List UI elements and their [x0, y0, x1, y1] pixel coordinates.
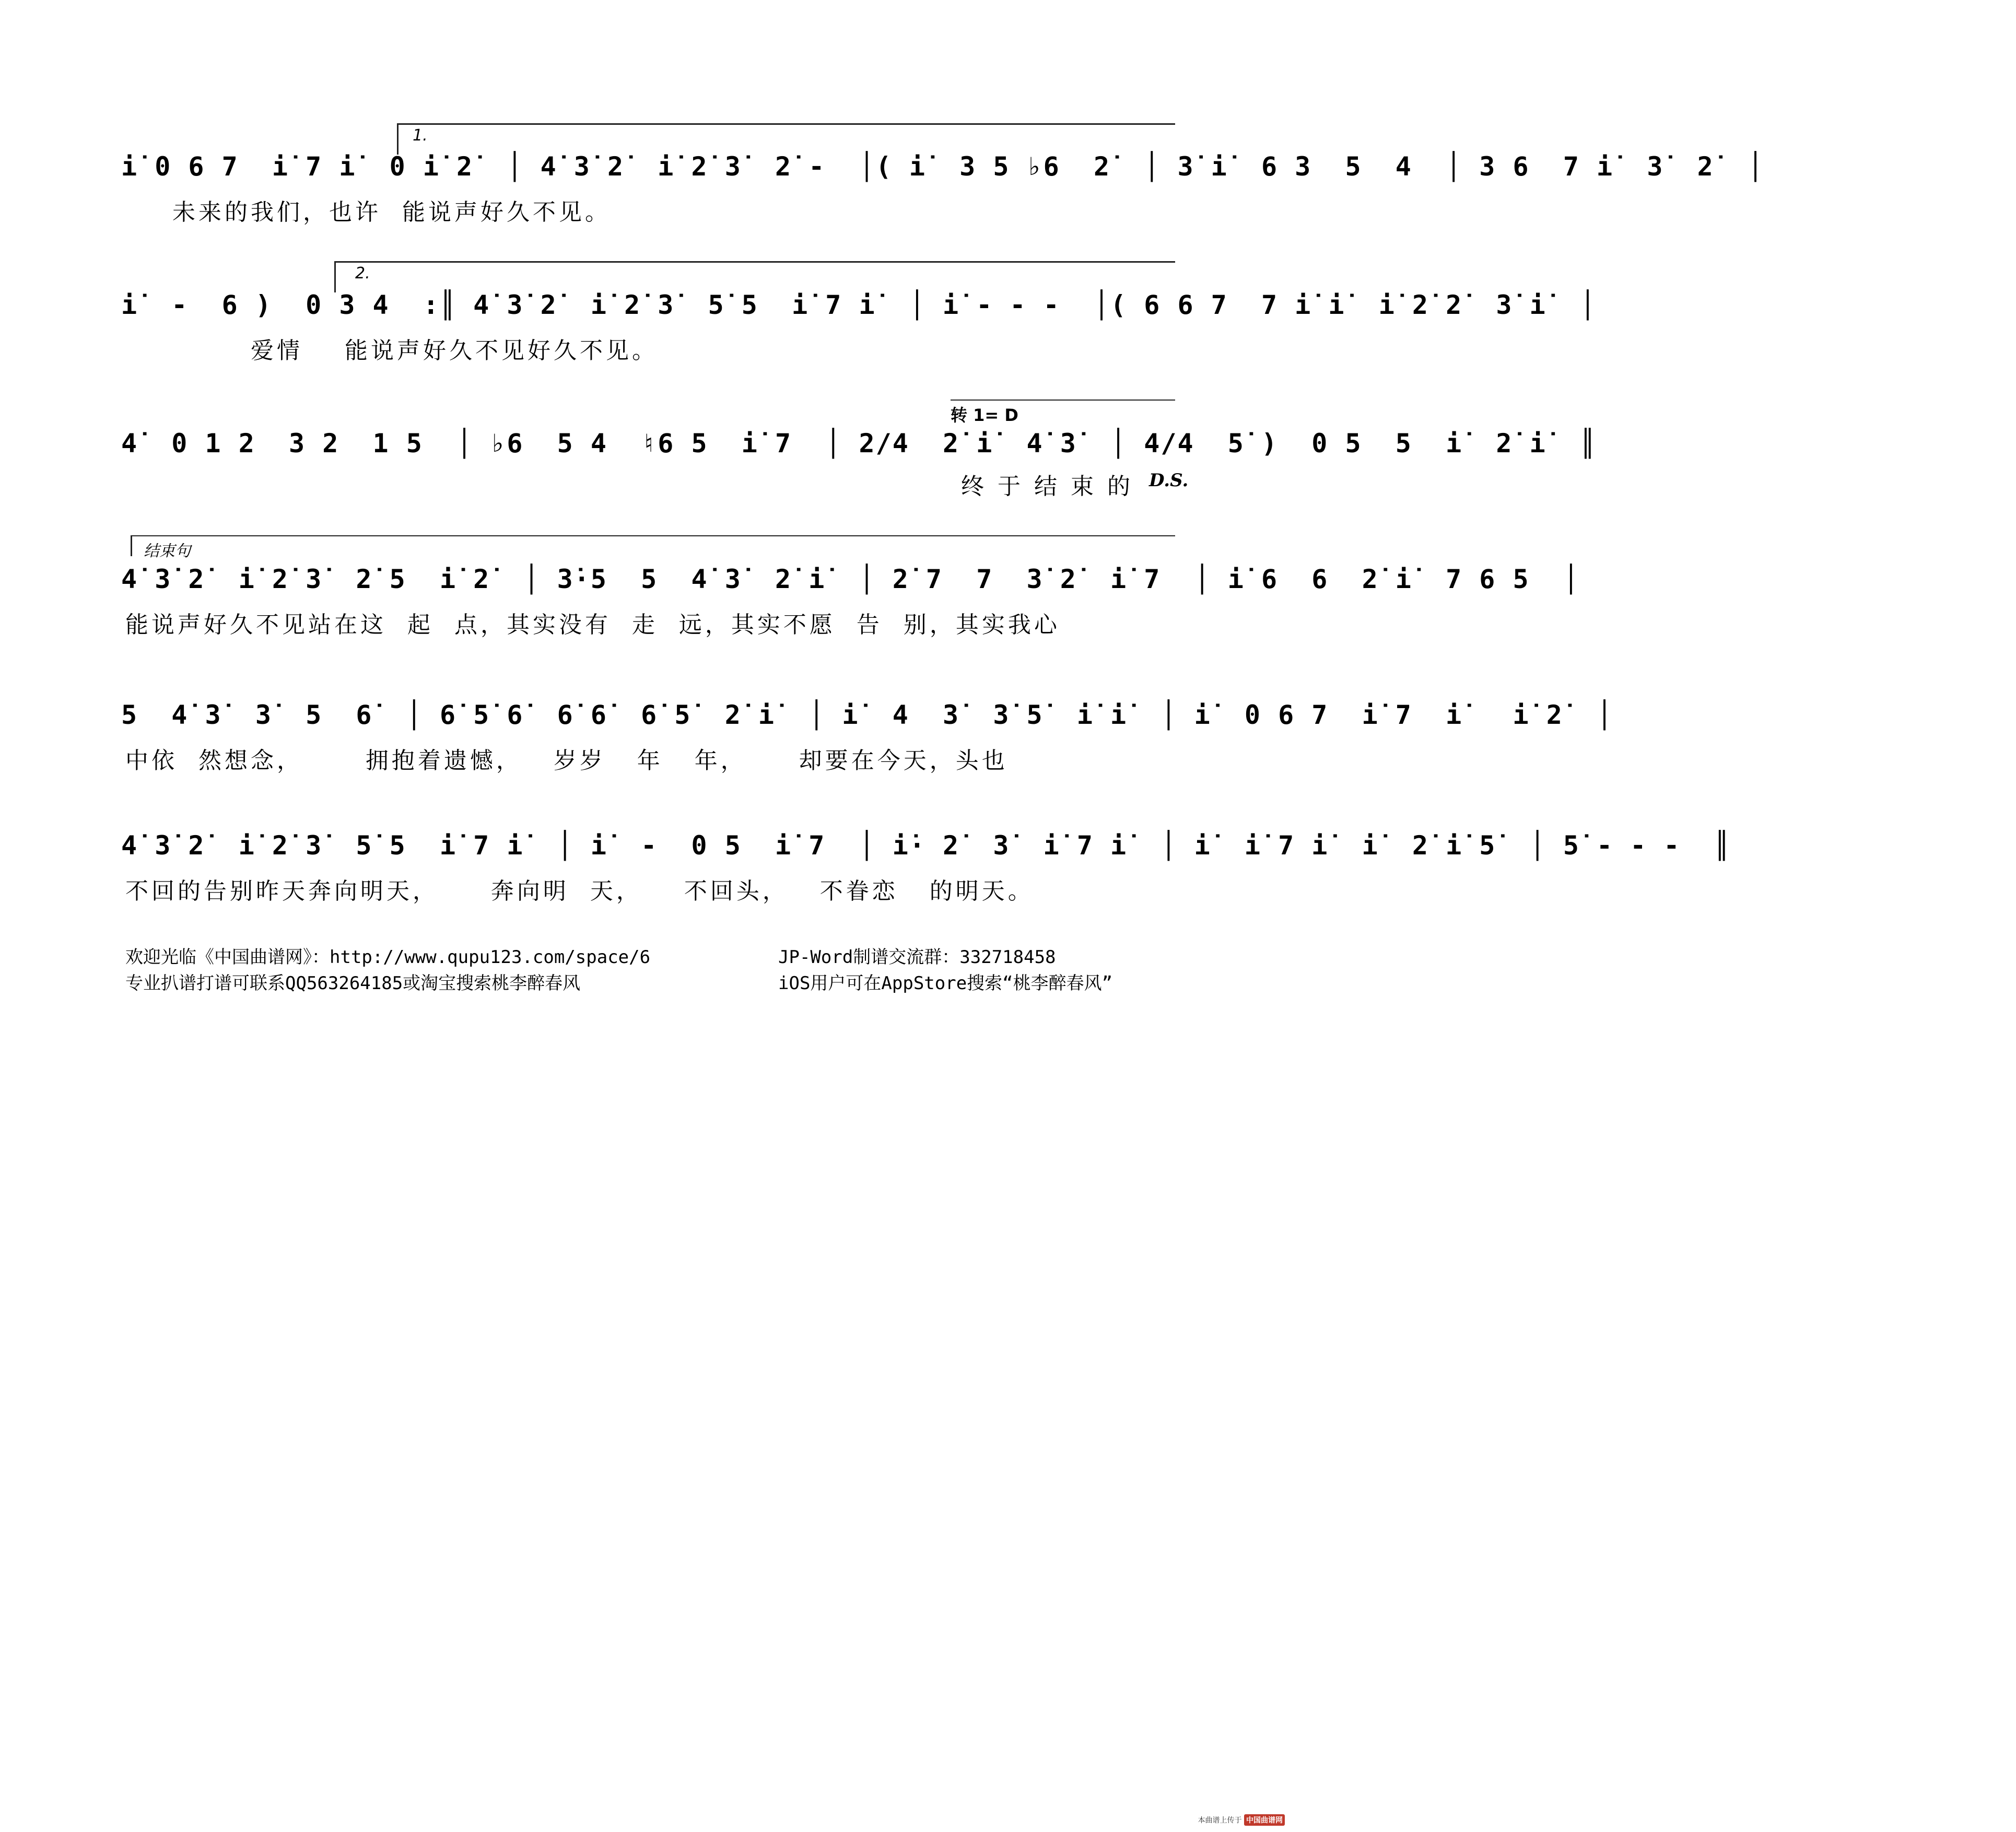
- key-change: 转 1= D: [951, 405, 1018, 425]
- ending-2-bracket: [334, 261, 1175, 263]
- ds-marking: D.S.: [1149, 470, 1189, 491]
- notation-row-1: i̇ 0 6 7 i̇ 7 i̇ 0 i̇ 2̇ │ 4̇ 3̇ 2̇ i̇ 2̇ 3̇ 2̇ - │( i̇ 3 5 ♭6 2̇ │ 3̇ i̇ 6 3 5 4 │ 3 6 7 i̇ 3̇ 2̇ │: [121, 151, 1765, 182]
- notation-row-6: 4̇ 3̇ 2̇ i̇ 2̇ 3̇ 5̇ 5 i̇ 7 i̇ │ i̇ - 0 5 i̇ 7 │ i̇· 2̇ 3̇ i̇ 7 i̇ │ i̇ i̇ 7 i̇ i̇ 2̇ i̇ 5̇ │ 5̇ - - - ║: [121, 830, 1731, 861]
- footer-group: JP-Word制谱交流群：332718458: [778, 947, 1056, 968]
- lyrics-row-4: 能说声好久不见站在这 起 点，其实没有 走 远，其实不愿 告 别，其实我心: [125, 612, 1060, 638]
- ending-2-label: 2.: [355, 264, 370, 283]
- coda-bracket-edge: [131, 535, 132, 556]
- ending-2-bracket-edge: [334, 261, 336, 292]
- ending-1-bracket: [397, 123, 1175, 125]
- lyrics-row-6: 不回的告别昨天奔向明天， 奔向明 天， 不回头， 不眷恋 的明天。: [125, 878, 1034, 905]
- lyrics-row-2: 爱情 能说声好久不见好久不见。: [251, 337, 658, 364]
- corner-credit: [1198, 1814, 1285, 1826]
- lyrics-row-3: 终 于 结 束 的: [961, 473, 1133, 500]
- ending-1-bracket-edge: [397, 123, 398, 155]
- footer-contact: 专业扒谱打谱可联系QQ563264185或淘宝搜索桃李醉春风: [125, 973, 581, 994]
- section-label-ending: 结束句: [144, 542, 191, 560]
- footer-ios: iOS用户可在AppStore搜索“桃李醉春风”: [778, 973, 1113, 994]
- site-logo: 中国曲谱网: [1244, 1814, 1285, 1826]
- lyrics-row-1: 未来的我们，也许 能说声好久不见。: [172, 199, 611, 226]
- ending-1-label: 1.: [413, 126, 428, 145]
- key-change-line: [951, 400, 1175, 401]
- corner-credit-text: 本曲谱上传于: [1198, 1816, 1242, 1825]
- notation-row-5: 5 4̇ 3̇ 3̇ 5 6̇ │ 6̇ 5̇ 6̇ 6̇ 6̇ 6̇ 5̇ 2̇ i̇ │ i̇ 4 3̇ 3̇ 5̇ i̇ i̇ │ i̇ 0 6 7 i̇ 7 i̇ i̇ 2̇ │: [121, 700, 1614, 730]
- lyrics-row-5: 中依 然想念， 拥抱着遗憾， 岁岁 年 年， 却要在今天，头也: [125, 747, 1008, 774]
- coda-bracket: [131, 535, 1175, 536]
- notation-row-3: 4̇ 0 1 2 3 2 1 5 │ ♭6 5 4 ♮6 5 i̇ 7 │ 2/4 2̇ i̇ 4̇ 3̇ │ 4/4 5̇ ) 0 5 5 i̇ 2̇ i̇ ║: [121, 428, 1597, 459]
- notation-row-2: i̇ - 6 ) 0 3 4 :║ 4̇ 3̇ 2̇ i̇ 2̇ 3̇ 5̇ 5 i̇ 7 i̇ │ i̇ - - - │( 6 6 7 7 i̇ i̇ i̇ 2̇ 2̇ 3̇ i̇ │: [121, 290, 1597, 320]
- notation-row-4: 4̇ 3̇ 2̇ i̇ 2̇ 3̇ 2̇ 5 i̇ 2̇ │ 3̇·5 5 4̇ 3̇ 2̇ i̇ │ 2̇ 7 7 3̇ 2̇ i̇ 7 │ i̇ 6 6 2̇ i̇ 7 6 5 │: [121, 564, 1580, 594]
- footer-website: 欢迎光临《中国曲谱网》：http://www.qupu123.com/space/6: [125, 947, 651, 968]
